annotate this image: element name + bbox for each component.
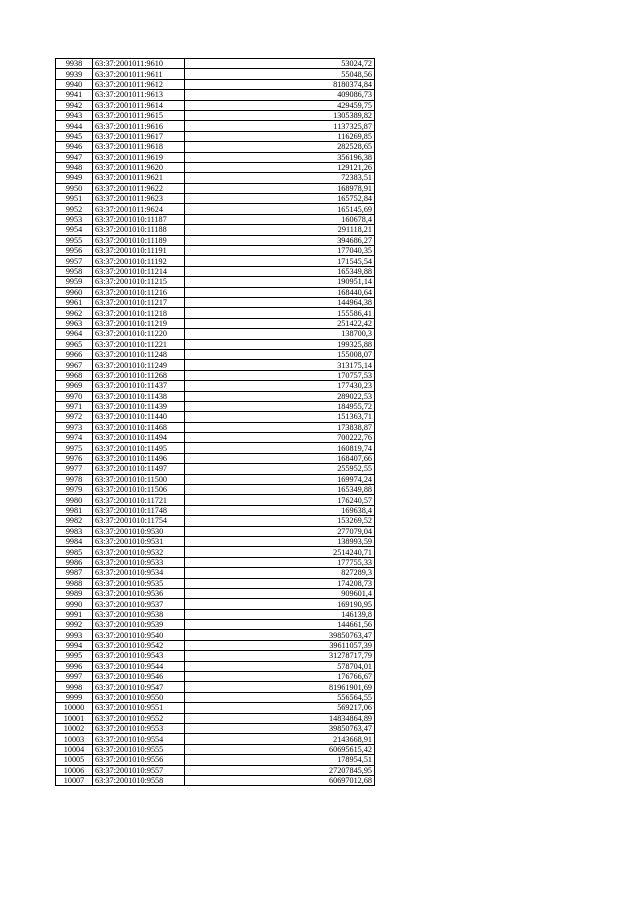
cadastral-number-cell: 63:37:2001011:9621 xyxy=(93,173,185,183)
row-number-cell: 9974 xyxy=(56,433,93,443)
row-number-cell: 9983 xyxy=(56,526,93,536)
value-cell: 2143668,91 xyxy=(185,734,375,744)
value-cell: 129121,26 xyxy=(185,162,375,172)
table-row xyxy=(56,755,375,765)
value-cell: 176240,57 xyxy=(185,495,375,505)
value-cell: 700222,76 xyxy=(185,433,375,443)
value-cell: 429459,75 xyxy=(185,100,375,110)
row-number-cell: 9947 xyxy=(56,152,93,162)
value-cell: 394686,27 xyxy=(185,235,375,245)
row-number-cell: 9975 xyxy=(56,443,93,453)
value-cell: 138993,59 xyxy=(185,536,375,546)
table-row xyxy=(56,329,375,339)
cadastral-number-cell: 63:37:2001011:9620 xyxy=(93,162,185,172)
value-cell: 144661,56 xyxy=(185,620,375,630)
row-number-cell: 10007 xyxy=(56,775,93,785)
value-cell: 1305389,82 xyxy=(185,110,375,120)
cadastral-number-cell: 63:37:2001010:11440 xyxy=(93,412,185,422)
cadastral-number-cell: 63:37:2001010:9535 xyxy=(93,578,185,588)
table-row xyxy=(56,724,375,734)
cadastral-number-cell: 63:37:2001010:9538 xyxy=(93,609,185,619)
row-number-cell: 9961 xyxy=(56,297,93,307)
cadastral-number-cell: 63:37:2001010:9551 xyxy=(93,703,185,713)
row-number-cell: 9997 xyxy=(56,672,93,682)
table-row xyxy=(56,69,375,79)
table-row xyxy=(56,194,375,204)
table-row xyxy=(56,412,375,422)
row-number-cell: 9993 xyxy=(56,630,93,640)
value-cell: 178954,51 xyxy=(185,755,375,765)
table-row xyxy=(56,713,375,723)
cadastral-number-cell: 63:37:2001010:9557 xyxy=(93,765,185,775)
cadastral-number-cell: 63:37:2001011:9616 xyxy=(93,121,185,131)
row-number-cell: 9985 xyxy=(56,547,93,557)
row-number-cell: 9940 xyxy=(56,79,93,89)
table-row xyxy=(56,401,375,411)
value-cell: 151363,71 xyxy=(185,412,375,422)
cadastral-number-cell: 63:37:2001011:9623 xyxy=(93,194,185,204)
row-number-cell: 9981 xyxy=(56,505,93,515)
cadastral-number-cell: 63:37:2001010:9542 xyxy=(93,640,185,650)
row-number-cell: 9942 xyxy=(56,100,93,110)
table-row xyxy=(56,214,375,224)
row-number-cell: 9945 xyxy=(56,131,93,141)
table-row xyxy=(56,485,375,495)
value-cell: 177755,33 xyxy=(185,557,375,567)
table-row xyxy=(56,173,375,183)
value-cell: 160678,4 xyxy=(185,214,375,224)
cadastral-number-cell: 63:37:2001011:9610 xyxy=(93,59,185,69)
cadastral-number-cell: 63:37:2001010:11216 xyxy=(93,287,185,297)
row-number-cell: 10006 xyxy=(56,765,93,775)
value-cell: 174208,73 xyxy=(185,578,375,588)
row-number-cell: 9944 xyxy=(56,121,93,131)
cadastral-number-cell: 63:37:2001010:9536 xyxy=(93,588,185,598)
row-number-cell: 9952 xyxy=(56,204,93,214)
value-cell: 177430,23 xyxy=(185,381,375,391)
value-cell: 578704,01 xyxy=(185,661,375,671)
row-number-cell: 9990 xyxy=(56,599,93,609)
value-cell: 165145,69 xyxy=(185,204,375,214)
row-number-cell: 10003 xyxy=(56,734,93,744)
value-cell: 177040,35 xyxy=(185,246,375,256)
row-number-cell: 9978 xyxy=(56,474,93,484)
value-cell: 155008,07 xyxy=(185,349,375,359)
table-row xyxy=(56,391,375,401)
value-cell: 39611057,39 xyxy=(185,640,375,650)
table-row xyxy=(56,505,375,515)
row-number-cell: 9986 xyxy=(56,557,93,567)
value-cell: 14834864,89 xyxy=(185,713,375,723)
value-cell: 60695615,42 xyxy=(185,744,375,754)
table-row xyxy=(56,547,375,557)
cadastral-number-cell: 63:37:2001010:11221 xyxy=(93,339,185,349)
table-row xyxy=(56,318,375,328)
table-row xyxy=(56,110,375,120)
table-row xyxy=(56,79,375,89)
table-row xyxy=(56,526,375,536)
value-cell: 1137325,87 xyxy=(185,121,375,131)
value-cell: 168978,91 xyxy=(185,183,375,193)
value-cell: 165349,88 xyxy=(185,266,375,276)
value-cell: 144964,38 xyxy=(185,297,375,307)
cadastral-number-cell: 63:37:2001010:11188 xyxy=(93,225,185,235)
cadastral-number-cell: 63:37:2001010:9547 xyxy=(93,682,185,692)
value-cell: 827289,3 xyxy=(185,568,375,578)
cadastral-number-cell: 63:37:2001010:11438 xyxy=(93,391,185,401)
data-table xyxy=(55,58,375,786)
row-number-cell: 10005 xyxy=(56,755,93,765)
table-row xyxy=(56,557,375,567)
table-row xyxy=(56,277,375,287)
cadastral-number-cell: 63:37:2001010:11220 xyxy=(93,329,185,339)
row-number-cell: 9948 xyxy=(56,162,93,172)
value-cell: 171545,54 xyxy=(185,256,375,266)
value-cell: 170757,53 xyxy=(185,370,375,380)
table-row xyxy=(56,443,375,453)
table-row xyxy=(56,599,375,609)
cadastral-number-cell: 63:37:2001010:11191 xyxy=(93,246,185,256)
cadastral-number-cell: 63:37:2001010:11187 xyxy=(93,214,185,224)
cadastral-number-cell: 63:37:2001010:9553 xyxy=(93,724,185,734)
row-number-cell: 9999 xyxy=(56,692,93,702)
row-number-cell: 10004 xyxy=(56,744,93,754)
table-row xyxy=(56,266,375,276)
row-number-cell: 9959 xyxy=(56,277,93,287)
table-row xyxy=(56,59,375,69)
row-number-cell: 9989 xyxy=(56,588,93,598)
value-cell: 168440,64 xyxy=(185,287,375,297)
cadastral-number-cell: 63:37:2001010:9533 xyxy=(93,557,185,567)
table-row xyxy=(56,578,375,588)
value-cell: 569217,06 xyxy=(185,703,375,713)
row-number-cell: 9960 xyxy=(56,287,93,297)
row-number-cell: 9962 xyxy=(56,308,93,318)
table-row xyxy=(56,453,375,463)
table-row xyxy=(56,703,375,713)
table-row xyxy=(56,536,375,546)
table-row xyxy=(56,775,375,785)
value-cell: 184955,72 xyxy=(185,401,375,411)
value-cell: 155586,41 xyxy=(185,308,375,318)
row-number-cell: 9949 xyxy=(56,173,93,183)
table-row xyxy=(56,297,375,307)
table-row xyxy=(56,256,375,266)
cadastral-number-cell: 63:37:2001010:11217 xyxy=(93,297,185,307)
row-number-cell: 9979 xyxy=(56,485,93,495)
row-number-cell: 9995 xyxy=(56,651,93,661)
table-row xyxy=(56,495,375,505)
table-row xyxy=(56,121,375,131)
row-number-cell: 9958 xyxy=(56,266,93,276)
cadastral-number-cell: 63:37:2001010:9543 xyxy=(93,651,185,661)
cadastral-number-cell: 63:37:2001010:9550 xyxy=(93,692,185,702)
table-row xyxy=(56,672,375,682)
cadastral-number-cell: 63:37:2001011:9619 xyxy=(93,152,185,162)
cadastral-number-cell: 63:37:2001010:11192 xyxy=(93,256,185,266)
cadastral-number-cell: 63:37:2001010:11249 xyxy=(93,360,185,370)
table-row xyxy=(56,370,375,380)
row-number-cell: 9967 xyxy=(56,360,93,370)
table-row xyxy=(56,661,375,671)
value-cell: 173838,87 xyxy=(185,422,375,432)
table-row xyxy=(56,204,375,214)
value-cell: 72383,51 xyxy=(185,173,375,183)
cadastral-number-cell: 63:37:2001010:9552 xyxy=(93,713,185,723)
cadastral-number-cell: 63:37:2001010:11506 xyxy=(93,485,185,495)
row-number-cell: 9941 xyxy=(56,90,93,100)
row-number-cell: 9943 xyxy=(56,110,93,120)
table-row xyxy=(56,734,375,744)
table-row xyxy=(56,474,375,484)
value-cell: 251422,42 xyxy=(185,318,375,328)
table-row xyxy=(56,152,375,162)
cadastral-number-cell: 63:37:2001010:11496 xyxy=(93,453,185,463)
table-row xyxy=(56,308,375,318)
value-cell: 176766,67 xyxy=(185,672,375,682)
cadastral-number-cell: 63:37:2001011:9614 xyxy=(93,100,185,110)
cadastral-number-cell: 63:37:2001010:9555 xyxy=(93,744,185,754)
table-row xyxy=(56,422,375,432)
cadastral-number-cell: 63:37:2001010:9530 xyxy=(93,526,185,536)
table-row xyxy=(56,162,375,172)
table-row xyxy=(56,142,375,152)
cadastral-number-cell: 63:37:2001010:11439 xyxy=(93,401,185,411)
row-number-cell: 9968 xyxy=(56,370,93,380)
cadastral-number-cell: 63:37:2001010:9540 xyxy=(93,630,185,640)
value-cell: 116269,85 xyxy=(185,131,375,141)
table-row xyxy=(56,381,375,391)
table-row xyxy=(56,100,375,110)
cadastral-number-cell: 63:37:2001010:11189 xyxy=(93,235,185,245)
table-row xyxy=(56,246,375,256)
table-row xyxy=(56,235,375,245)
value-cell: 39850763,47 xyxy=(185,630,375,640)
value-cell: 282528,65 xyxy=(185,142,375,152)
row-number-cell: 9972 xyxy=(56,412,93,422)
value-cell: 2514240,71 xyxy=(185,547,375,557)
value-cell: 409086,73 xyxy=(185,90,375,100)
row-number-cell: 9998 xyxy=(56,682,93,692)
row-number-cell: 10002 xyxy=(56,724,93,734)
cadastral-number-cell: 63:37:2001010:9531 xyxy=(93,536,185,546)
table-row xyxy=(56,630,375,640)
cadastral-number-cell: 63:37:2001010:9537 xyxy=(93,599,185,609)
row-number-cell: 9994 xyxy=(56,640,93,650)
table-row xyxy=(56,765,375,775)
row-number-cell: 9956 xyxy=(56,246,93,256)
value-cell: 165752,84 xyxy=(185,194,375,204)
table-row xyxy=(56,651,375,661)
value-cell: 169974,24 xyxy=(185,474,375,484)
table-row xyxy=(56,339,375,349)
row-number-cell: 9966 xyxy=(56,349,93,359)
value-cell: 199325,88 xyxy=(185,339,375,349)
cadastral-number-cell: 63:37:2001010:11215 xyxy=(93,277,185,287)
cadastral-number-cell: 63:37:2001010:11218 xyxy=(93,308,185,318)
cadastral-number-cell: 63:37:2001011:9617 xyxy=(93,131,185,141)
value-cell: 277079,04 xyxy=(185,526,375,536)
row-number-cell: 9970 xyxy=(56,391,93,401)
row-number-cell: 9982 xyxy=(56,516,93,526)
cadastral-number-cell: 63:37:2001011:9612 xyxy=(93,79,185,89)
table-row xyxy=(56,620,375,630)
row-number-cell: 9973 xyxy=(56,422,93,432)
cadastral-number-cell: 63:37:2001010:11468 xyxy=(93,422,185,432)
table-row xyxy=(56,692,375,702)
value-cell: 169190,95 xyxy=(185,599,375,609)
value-cell: 53024,72 xyxy=(185,59,375,69)
cadastral-number-cell: 63:37:2001010:9546 xyxy=(93,672,185,682)
row-number-cell: 9951 xyxy=(56,194,93,204)
row-number-cell: 9938 xyxy=(56,59,93,69)
cadastral-number-cell: 63:37:2001010:11268 xyxy=(93,370,185,380)
value-cell: 291118,21 xyxy=(185,225,375,235)
row-number-cell: 9955 xyxy=(56,235,93,245)
cadastral-number-cell: 63:37:2001010:11497 xyxy=(93,464,185,474)
row-number-cell: 9987 xyxy=(56,568,93,578)
table-row xyxy=(56,588,375,598)
cadastral-number-cell: 63:37:2001011:9615 xyxy=(93,110,185,120)
row-number-cell: 9980 xyxy=(56,495,93,505)
table-row xyxy=(56,464,375,474)
value-cell: 138700,3 xyxy=(185,329,375,339)
row-number-cell: 9965 xyxy=(56,339,93,349)
value-cell: 289022,53 xyxy=(185,391,375,401)
cadastral-number-cell: 63:37:2001010:9534 xyxy=(93,568,185,578)
row-number-cell: 9957 xyxy=(56,256,93,266)
row-number-cell: 9963 xyxy=(56,318,93,328)
cadastral-number-cell: 63:37:2001010:11500 xyxy=(93,474,185,484)
cadastral-number-cell: 63:37:2001011:9622 xyxy=(93,183,185,193)
row-number-cell: 9950 xyxy=(56,183,93,193)
table-row xyxy=(56,360,375,370)
cadastral-number-cell: 63:37:2001010:11754 xyxy=(93,516,185,526)
row-number-cell: 9953 xyxy=(56,214,93,224)
cadastral-number-cell: 63:37:2001010:11494 xyxy=(93,433,185,443)
value-cell: 81961901,69 xyxy=(185,682,375,692)
value-cell: 356196,38 xyxy=(185,152,375,162)
value-cell: 60697012,68 xyxy=(185,775,375,785)
cadastral-number-cell: 63:37:2001010:11495 xyxy=(93,443,185,453)
row-number-cell: 9988 xyxy=(56,578,93,588)
value-cell: 27207845,95 xyxy=(185,765,375,775)
row-number-cell: 9976 xyxy=(56,453,93,463)
value-cell: 153269,52 xyxy=(185,516,375,526)
table-row xyxy=(56,609,375,619)
row-number-cell: 9964 xyxy=(56,329,93,339)
value-cell: 169638,4 xyxy=(185,505,375,515)
row-number-cell: 9939 xyxy=(56,69,93,79)
cadastral-number-cell: 63:37:2001011:9618 xyxy=(93,142,185,152)
row-number-cell: 9991 xyxy=(56,609,93,619)
table-row xyxy=(56,225,375,235)
row-number-cell: 9996 xyxy=(56,661,93,671)
row-number-cell: 9946 xyxy=(56,142,93,152)
row-number-cell: 10000 xyxy=(56,703,93,713)
value-cell: 556564,55 xyxy=(185,692,375,702)
cadastral-number-cell: 63:37:2001010:9554 xyxy=(93,734,185,744)
cadastral-number-cell: 63:37:2001010:9544 xyxy=(93,661,185,671)
table-row xyxy=(56,744,375,754)
value-cell: 8180374,84 xyxy=(185,79,375,89)
cadastral-number-cell: 63:37:2001010:9539 xyxy=(93,620,185,630)
cadastral-number-cell: 63:37:2001010:11748 xyxy=(93,505,185,515)
row-number-cell: 9977 xyxy=(56,464,93,474)
value-cell: 160819,74 xyxy=(185,443,375,453)
cadastral-number-cell: 63:37:2001011:9624 xyxy=(93,204,185,214)
row-number-cell: 9984 xyxy=(56,536,93,546)
value-cell: 39850763,47 xyxy=(185,724,375,734)
row-number-cell: 9969 xyxy=(56,381,93,391)
cadastral-number-cell: 63:37:2001010:11214 xyxy=(93,266,185,276)
value-cell: 909601,4 xyxy=(185,588,375,598)
cadastral-number-cell: 63:37:2001010:9532 xyxy=(93,547,185,557)
value-cell: 255952,55 xyxy=(185,464,375,474)
row-number-cell: 9971 xyxy=(56,401,93,411)
value-cell: 190951,14 xyxy=(185,277,375,287)
cadastral-number-cell: 63:37:2001010:9556 xyxy=(93,755,185,765)
value-cell: 55048,56 xyxy=(185,69,375,79)
cadastral-number-cell: 63:37:2001010:11248 xyxy=(93,349,185,359)
cadastral-number-cell: 63:37:2001010:11721 xyxy=(93,495,185,505)
table-row xyxy=(56,682,375,692)
value-cell: 168407,66 xyxy=(185,453,375,463)
table-row xyxy=(56,433,375,443)
table-row xyxy=(56,131,375,141)
table-row xyxy=(56,640,375,650)
table-body xyxy=(56,59,375,786)
row-number-cell: 9954 xyxy=(56,225,93,235)
table-row xyxy=(56,183,375,193)
table-row xyxy=(56,516,375,526)
cadastral-number-cell: 63:37:2001010:9558 xyxy=(93,775,185,785)
value-cell: 146139,8 xyxy=(185,609,375,619)
cadastral-number-cell: 63:37:2001010:11219 xyxy=(93,318,185,328)
table-row xyxy=(56,287,375,297)
cadastral-number-cell: 63:37:2001011:9613 xyxy=(93,90,185,100)
table-row xyxy=(56,568,375,578)
value-cell: 165349,88 xyxy=(185,485,375,495)
cadastral-number-cell: 63:37:2001011:9611 xyxy=(93,69,185,79)
table-row xyxy=(56,90,375,100)
value-cell: 31278717,79 xyxy=(185,651,375,661)
cadastral-number-cell: 63:37:2001010:11437 xyxy=(93,381,185,391)
row-number-cell: 9992 xyxy=(56,620,93,630)
row-number-cell: 10001 xyxy=(56,713,93,723)
table-row xyxy=(56,349,375,359)
value-cell: 313175,14 xyxy=(185,360,375,370)
